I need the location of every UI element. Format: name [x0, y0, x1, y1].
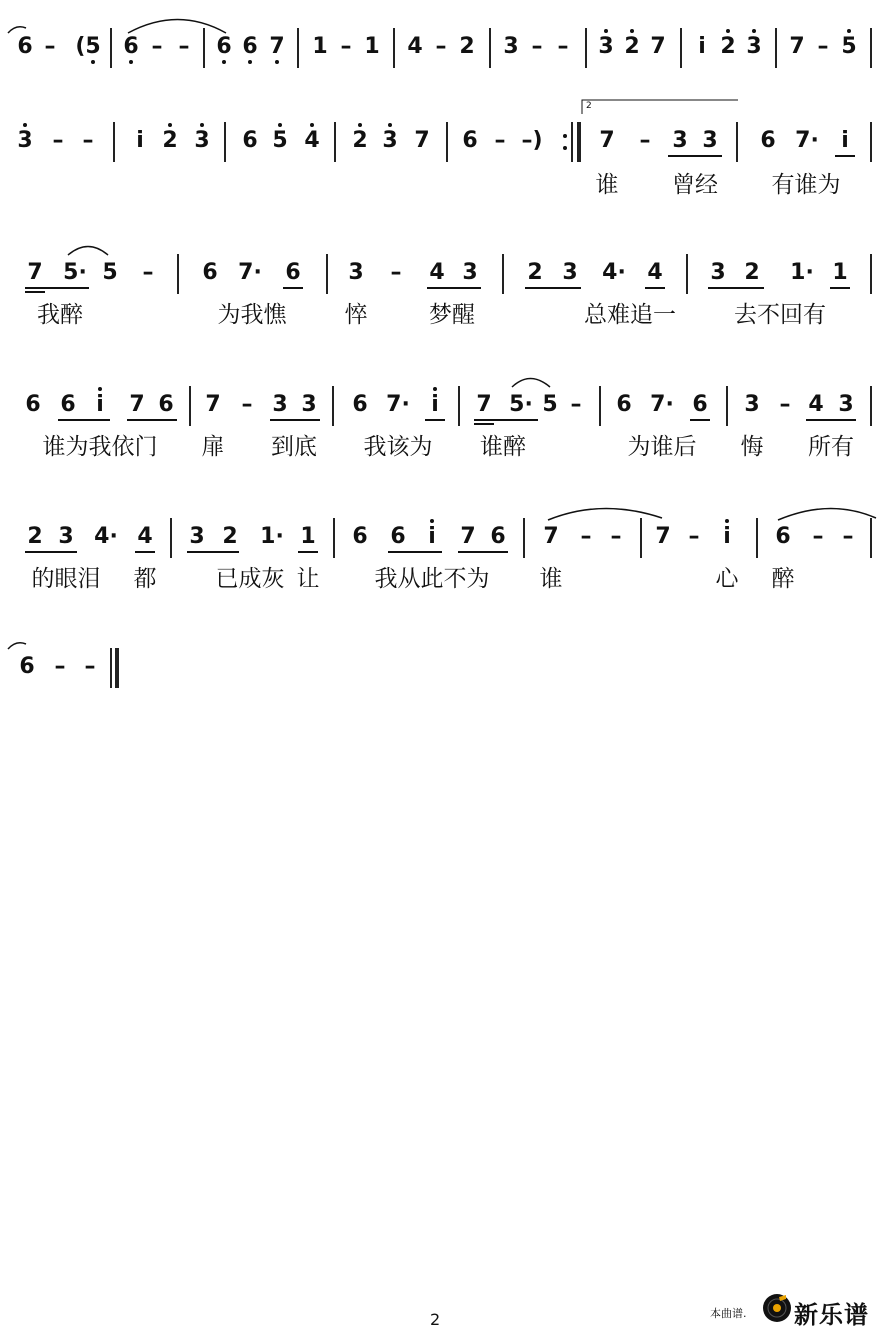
note: i — [96, 392, 104, 417]
note: 7 — [650, 34, 666, 59]
bar-line — [680, 28, 682, 68]
note: 4 — [808, 392, 824, 417]
note: – — [531, 34, 543, 59]
note: 6 — [60, 392, 76, 417]
bar-line — [334, 122, 336, 162]
note: 2 — [744, 260, 760, 285]
notes-line-2 — [0, 130, 888, 170]
note: – — [639, 128, 651, 153]
note: 6 — [285, 260, 301, 285]
bar-line — [224, 122, 226, 162]
underline-beam — [25, 287, 89, 289]
note: – — [435, 34, 447, 59]
note: (5 — [75, 34, 101, 59]
bar-line — [326, 254, 328, 294]
note: i — [723, 524, 731, 549]
note: 7 — [599, 128, 615, 153]
note: 6 — [19, 654, 35, 679]
note: 6 — [390, 524, 406, 549]
note: 2 — [27, 524, 43, 549]
brand-name: 新乐谱 — [794, 1301, 869, 1329]
bar-line — [170, 518, 172, 558]
note: i — [841, 128, 849, 153]
note: 4 — [407, 34, 423, 59]
note: 4· — [602, 260, 626, 285]
underline-beam — [187, 551, 239, 553]
high-octave-dot — [388, 123, 392, 127]
note: 3 — [348, 260, 364, 285]
bar-line — [775, 28, 777, 68]
bar-line — [736, 122, 738, 162]
note: 3 — [838, 392, 854, 417]
lyric: 为谁后 — [627, 434, 697, 460]
bar-line — [726, 386, 728, 426]
slur-mark — [512, 379, 550, 388]
underline-beam — [135, 551, 155, 553]
underline-beam — [474, 423, 494, 425]
note: – — [817, 34, 829, 59]
high-octave-dot — [358, 123, 362, 127]
low-octave-dot — [129, 60, 133, 64]
note: – — [178, 34, 190, 59]
note: 5· — [509, 392, 533, 417]
underline-beam — [525, 287, 581, 289]
note: 3 — [17, 128, 33, 153]
underline-beam — [427, 287, 481, 289]
note: 2 — [222, 524, 238, 549]
lyric: 醉 — [771, 566, 795, 592]
underline-beam — [645, 287, 665, 289]
note: 1 — [832, 260, 848, 285]
high-octave-dot — [630, 29, 634, 33]
underline-beam — [708, 287, 764, 289]
note: – — [610, 524, 622, 549]
note: 6 — [775, 524, 791, 549]
note: 1 — [364, 34, 380, 59]
note: 7 — [414, 128, 430, 153]
note: 4 — [429, 260, 445, 285]
low-octave-dot — [248, 60, 252, 64]
final-barline-thick — [115, 648, 119, 688]
note: 6 — [352, 524, 368, 549]
bar-line — [297, 28, 299, 68]
note: 6 — [760, 128, 776, 153]
underline-beam — [830, 287, 850, 289]
lyric: 悔 — [740, 434, 764, 460]
bar-line — [870, 386, 872, 426]
note: 3 — [562, 260, 578, 285]
note: 7 — [789, 34, 805, 59]
high-octave-dot — [430, 519, 434, 523]
note: 7· — [386, 392, 410, 417]
bar-line — [686, 254, 688, 294]
bar-line — [177, 254, 179, 294]
high-octave-dot — [310, 123, 314, 127]
lyric: 心 — [715, 566, 739, 592]
high-octave-dot — [604, 29, 608, 33]
tie-mark — [8, 643, 26, 649]
underline-beam — [283, 287, 303, 289]
high-octave-dot — [278, 123, 282, 127]
note: 7· — [650, 392, 674, 417]
note: 6 — [242, 34, 258, 59]
note: 3 — [58, 524, 74, 549]
underline-beam — [388, 551, 442, 553]
lyric: 梦醒 — [429, 302, 475, 328]
slur-mark — [68, 247, 108, 256]
note: 2 — [352, 128, 368, 153]
lyric: 去不回有 — [734, 302, 826, 328]
note: 2 — [720, 34, 736, 59]
tie-mark — [778, 508, 876, 520]
underline-beam — [690, 419, 710, 421]
note: 7 — [543, 524, 559, 549]
lyric: 扉 — [201, 434, 225, 460]
bar-line — [333, 518, 335, 558]
note: 6 — [216, 34, 232, 59]
note: – — [142, 260, 154, 285]
bar-line — [393, 28, 395, 68]
underline-beam — [425, 419, 445, 421]
underline-beam — [270, 419, 320, 421]
note: 7· — [795, 128, 819, 153]
note: – — [494, 128, 506, 153]
note: 6 — [158, 392, 174, 417]
bar-line — [870, 518, 872, 558]
bar-line — [640, 518, 642, 558]
note: 3 — [382, 128, 398, 153]
note: 6 — [202, 260, 218, 285]
note: – — [44, 34, 56, 59]
underline-beam — [806, 419, 856, 421]
note: –) — [521, 128, 543, 153]
underline-beam — [127, 419, 177, 421]
note: 4 — [304, 128, 320, 153]
note: – — [340, 34, 352, 59]
low-octave-dot — [91, 60, 95, 64]
note: 4 — [137, 524, 153, 549]
underline-beam — [25, 551, 77, 553]
record-disc-icon — [762, 1293, 792, 1323]
high-octave-dot — [433, 387, 437, 391]
bar-line — [189, 386, 191, 426]
note: 6 — [490, 524, 506, 549]
note: i — [428, 524, 436, 549]
note: 2 — [162, 128, 178, 153]
bar-line — [203, 28, 205, 68]
note: 5 — [542, 392, 558, 417]
bar-line — [599, 386, 601, 426]
underline-beam — [25, 291, 45, 293]
high-octave-dot — [725, 519, 729, 523]
note: 3 — [746, 34, 762, 59]
repeat-dot — [563, 146, 567, 150]
lyric: 曾经 — [672, 172, 718, 198]
page-number: 2 — [430, 1310, 441, 1329]
note: 3 — [672, 128, 688, 153]
note: – — [580, 524, 592, 549]
note: 3 — [301, 392, 317, 417]
note: 6 — [352, 392, 368, 417]
tie-mark — [8, 27, 26, 33]
lyric: 我从此不为 — [374, 566, 490, 592]
lyric: 有谁为 — [771, 172, 841, 198]
underline-beam — [298, 551, 318, 553]
lyric: 总难追一 — [584, 302, 676, 328]
note: 6 — [692, 392, 708, 417]
repeat-dot — [563, 134, 567, 138]
lyric: 谁 — [539, 566, 563, 592]
lyric: 为我憔 — [217, 302, 287, 328]
note: 5 — [272, 128, 288, 153]
note: 6 — [462, 128, 478, 153]
high-octave-dot — [98, 387, 102, 391]
note: 1 — [312, 34, 328, 59]
note: 7 — [476, 392, 492, 417]
note: – — [570, 392, 582, 417]
lyric: 让 — [296, 566, 320, 592]
note: 3 — [744, 392, 760, 417]
note: i — [136, 128, 144, 153]
note: 3 — [272, 392, 288, 417]
high-octave-dot — [23, 123, 27, 127]
footer-note: 本曲谱. — [710, 1307, 747, 1320]
volta-number: 2 — [586, 101, 592, 111]
slur-mark — [128, 20, 226, 34]
bar-line — [458, 386, 460, 426]
underline-beam — [474, 419, 538, 421]
note: 2 — [527, 260, 543, 285]
notes-line-3 — [0, 262, 888, 302]
note: – — [52, 128, 64, 153]
bar-line — [502, 254, 504, 294]
note: 3 — [710, 260, 726, 285]
note: 6 — [242, 128, 258, 153]
high-octave-dot — [168, 123, 172, 127]
note: 3 — [462, 260, 478, 285]
high-octave-dot — [200, 123, 204, 127]
bar-line — [110, 28, 112, 68]
note: 2 — [459, 34, 475, 59]
lyric: 我醉 — [37, 302, 83, 328]
lyric: 的眼泪 — [31, 566, 101, 592]
note: 3 — [194, 128, 210, 153]
note: – — [54, 654, 66, 679]
lyric: 我该为 — [363, 434, 433, 460]
repeat-end-barline — [571, 122, 573, 162]
notes-line-1 — [0, 36, 888, 76]
high-octave-dot — [752, 29, 756, 33]
note: 7 — [129, 392, 145, 417]
note: – — [84, 654, 96, 679]
repeat-end-barline-thick — [577, 122, 581, 162]
lyric: 谁 — [595, 172, 619, 198]
bar-line — [585, 28, 587, 68]
note: 7 — [655, 524, 671, 549]
note: 5 — [841, 34, 857, 59]
notes-line-6 — [0, 656, 888, 696]
note: – — [557, 34, 569, 59]
note: 7· — [238, 260, 262, 285]
note: 1· — [790, 260, 814, 285]
bar-line — [870, 254, 872, 294]
high-octave-dot — [847, 29, 851, 33]
bar-line — [489, 28, 491, 68]
note: – — [779, 392, 791, 417]
note: 7 — [460, 524, 476, 549]
lyric: 悴 — [344, 302, 368, 328]
low-octave-dot — [222, 60, 226, 64]
note: 5 — [102, 260, 118, 285]
bar-line — [523, 518, 525, 558]
note: 6 — [25, 392, 41, 417]
underline-beam — [458, 551, 508, 553]
bar-line — [332, 386, 334, 426]
bar-line — [113, 122, 115, 162]
final-barline — [110, 648, 112, 688]
note: – — [390, 260, 402, 285]
note: – — [82, 128, 94, 153]
lyric: 都 — [133, 566, 157, 592]
note: 6 — [17, 34, 33, 59]
note: 4 — [647, 260, 663, 285]
note: 3 — [189, 524, 205, 549]
notes-line-4 — [0, 394, 888, 434]
note: 3 — [598, 34, 614, 59]
underline-beam — [58, 419, 110, 421]
note: 6 — [616, 392, 632, 417]
lyric: 谁为我依门 — [42, 434, 158, 460]
bar-line — [756, 518, 758, 558]
tie-mark — [548, 508, 662, 520]
note: 3 — [702, 128, 718, 153]
note: 4· — [94, 524, 118, 549]
lyric: 到底 — [271, 434, 317, 460]
note: – — [688, 524, 700, 549]
note: 1 — [300, 524, 316, 549]
note: 1· — [260, 524, 284, 549]
note: 2 — [624, 34, 640, 59]
note: i — [698, 34, 706, 59]
note: – — [812, 524, 824, 549]
bar-line — [870, 122, 872, 162]
note: – — [241, 392, 253, 417]
lyric: 所有 — [808, 434, 854, 460]
notes-line-5 — [0, 526, 888, 566]
note: – — [842, 524, 854, 549]
low-octave-dot — [275, 60, 279, 64]
note: 7 — [27, 260, 43, 285]
bar-line — [870, 28, 872, 68]
note: 6 — [123, 34, 139, 59]
bar-line — [446, 122, 448, 162]
underline-beam — [668, 155, 722, 157]
lyric: 已成灰 — [215, 566, 285, 592]
brand-logo — [762, 1292, 884, 1329]
volta-bracket — [582, 100, 738, 114]
high-octave-dot — [726, 29, 730, 33]
note: 7 — [269, 34, 285, 59]
note: 7 — [205, 392, 221, 417]
note: 5· — [63, 260, 87, 285]
underline-beam — [835, 155, 855, 157]
note: – — [151, 34, 163, 59]
note: 3 — [503, 34, 519, 59]
lyric: 谁醉 — [480, 434, 526, 460]
note: i — [431, 392, 439, 417]
